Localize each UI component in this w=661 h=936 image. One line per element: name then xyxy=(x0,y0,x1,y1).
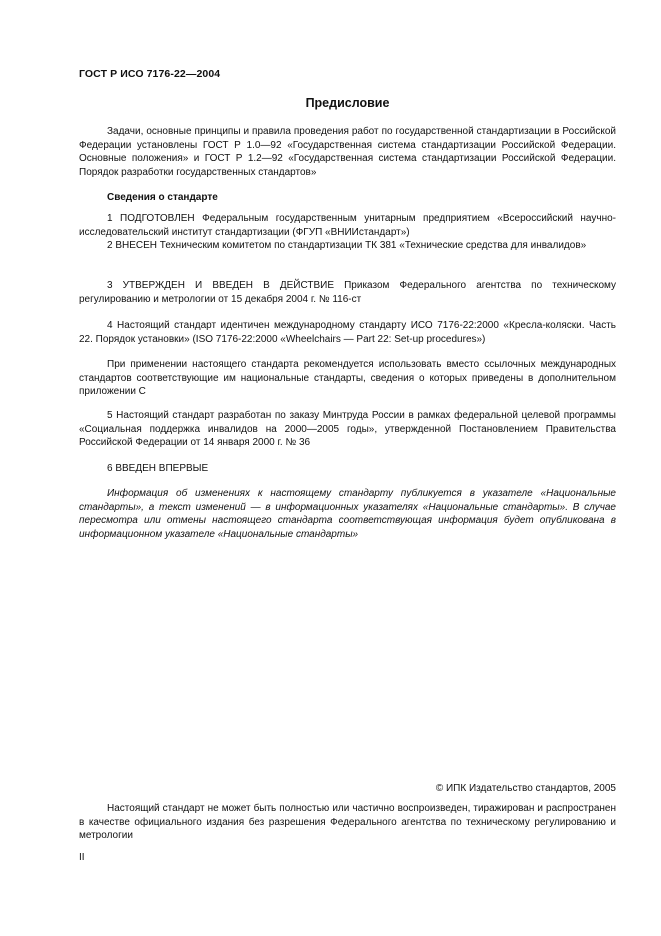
page-number: II xyxy=(79,852,85,863)
item-1-2-block xyxy=(79,212,616,253)
info-italic-block xyxy=(79,487,616,541)
reproduction-notice: Настоящий стандарт не может быть полностью или частично воспроизведен, тиражирован и распространен в качестве официального издания без разрешения Федерального агентства по техническому регулированию и метрологии xyxy=(79,803,616,841)
item-3-block xyxy=(79,279,616,306)
item-1: 1 ПОДГОТОВЛЕН Федеральным государственным унитарным предприятием «Всероссийский научно-исследовательский институт стандартизации (ФГУП «ВНИИстандарт») xyxy=(79,213,616,238)
intro-paragraph xyxy=(79,125,616,179)
reproduction-notice-block xyxy=(79,802,616,843)
item-5: 5 Настоящий стандарт разработан по заказу Минтруда России в рамках федеральной целевой программы «Социальная поддержка инвалидов на 2000—2005 годы», утвержденной Постановлением Правительства Российской Федерации от 14 января 2000 г. № 36 xyxy=(79,410,616,448)
info-italic-text: Информация об изменениях к настоящему стандарту публикуется в указателе «Национальные стандарты», а текст изменений — в информационных указателях «Национальные стандарты». В случае пересмотра или отмены настоящего стандарта соответствующая информация будет опубликована в информационном указателе «Национальные стандарты» xyxy=(79,488,616,540)
item-4-note-block xyxy=(79,358,616,399)
copyright-line: © ИПК Издательство стандартов, 2005 xyxy=(435,783,616,794)
item-2: 2 ВНЕСЕН Техническим комитетом по стандартизации ТК 381 «Технические средства для инвалидов» xyxy=(107,240,587,251)
item-5-block xyxy=(79,409,616,450)
item-6: 6 ВВЕДЕН ВПЕРВЫЕ xyxy=(107,463,209,474)
item-6-block xyxy=(79,462,616,476)
section-subheading: Сведения о стандарте xyxy=(107,192,218,203)
page-title: Предисловие xyxy=(305,96,390,110)
item-4-note: При применении настоящего стандарта рекомендуется использовать вместо ссылочных международных стандартов соответствующие им национальные стандарты, сведения о которых приведены в дополнительном приложении С xyxy=(79,359,616,397)
item-3: 3 УТВЕРЖДЕН И ВВЕДЕН В ДЕЙСТВИЕ Приказом Федерального агентства по техническому регулированию и метрологии от 15 декабря 2004 г. № 116-ст xyxy=(79,280,616,305)
intro-text: Задачи, основные принципы и правила проведения работ по государственной стандартизации в Российской Федерации установлены ГОСТ Р 1.0—92 «Государственная система стандартизации Российской Федерации. Основные положения» и ГОСТ Р 1.2—92 «Государственная система стандартизации Российской Федерации. Порядок разработки государственных стандартов» xyxy=(79,126,616,178)
document-code-header: ГОСТ Р ИСО 7176-22—2004 xyxy=(79,68,221,80)
item-4-block xyxy=(79,319,616,346)
item-4: 4 Настоящий стандарт идентичен международному стандарту ИСО 7176-22:2000 «Кресла-коляски. Часть 22. Порядок установки» (ISO 7176-22:2000 «Wheelchairs — Part 22: Set-up procedures») xyxy=(79,320,616,345)
